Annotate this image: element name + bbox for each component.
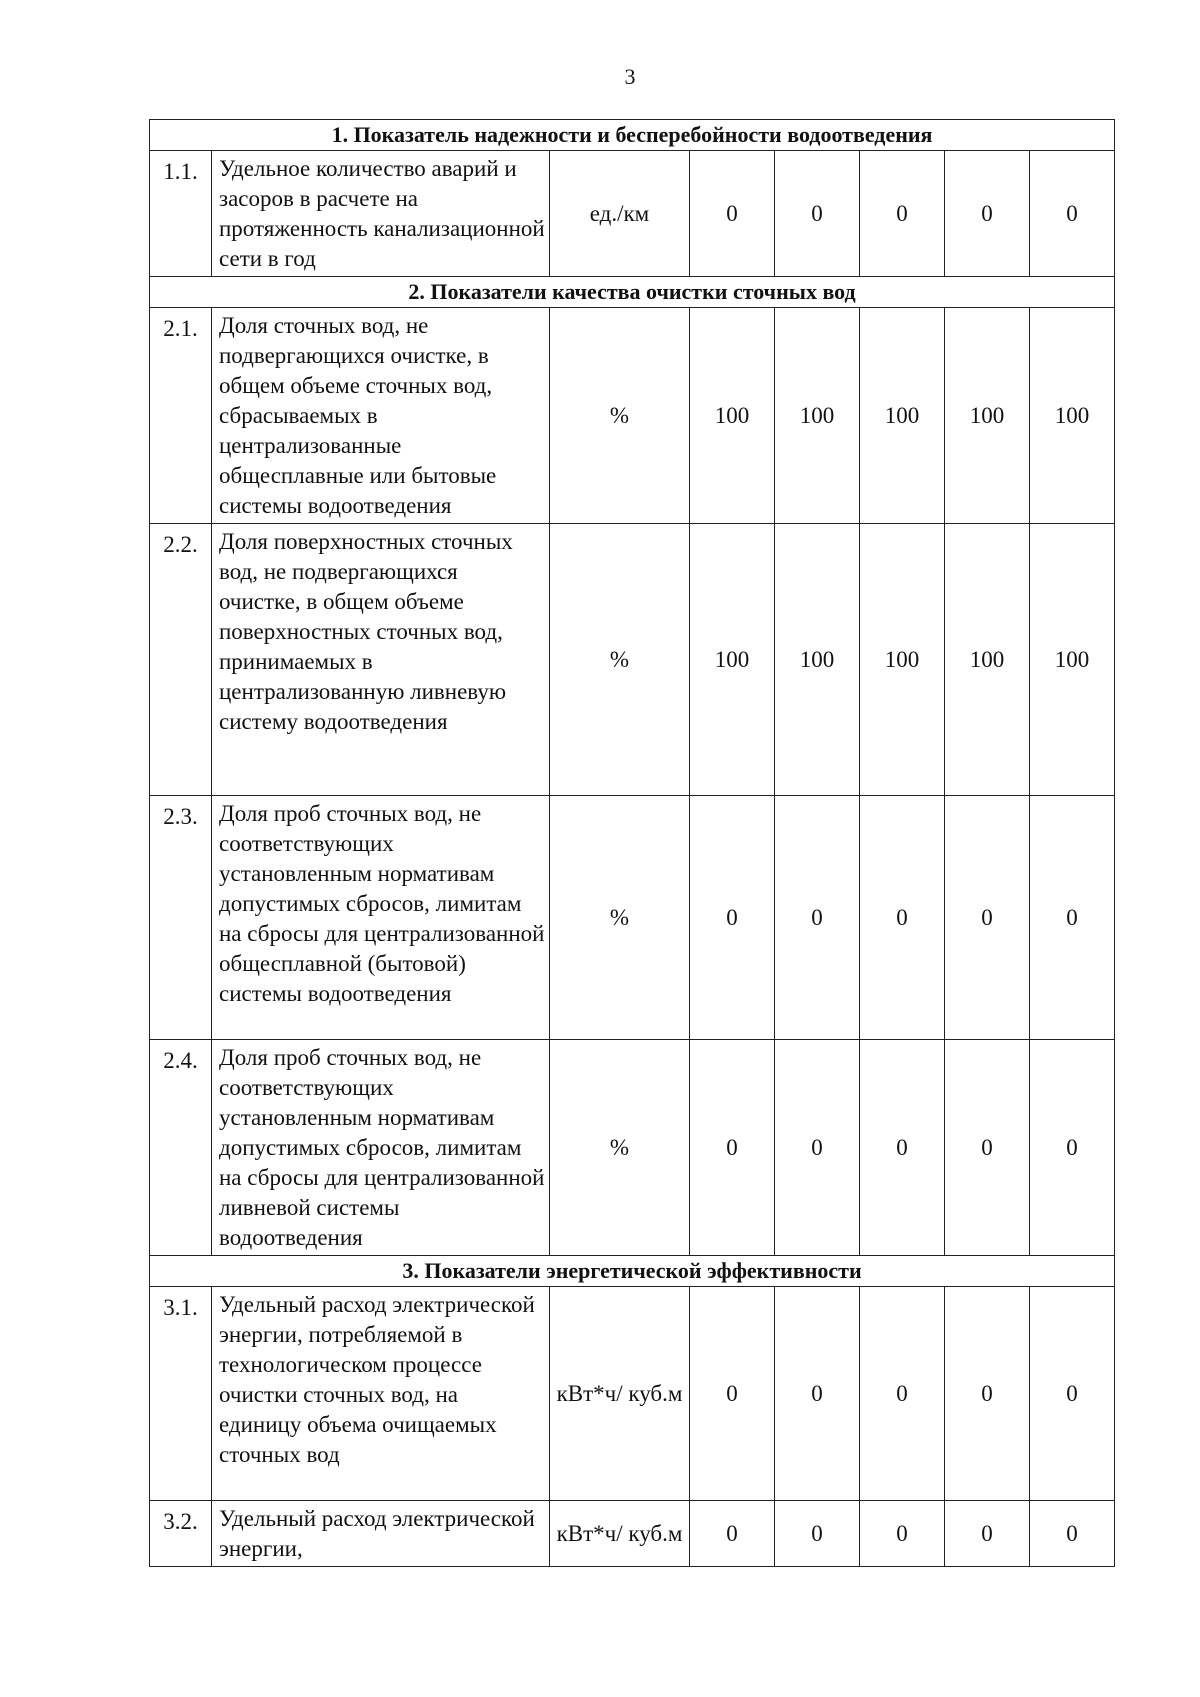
table-row	[150, 524, 1115, 796]
indicator-name: Удельный расход электрической энергии,	[212, 1501, 550, 1567]
value-cell: 0	[1030, 1040, 1115, 1256]
unit-cell: %	[550, 796, 690, 1040]
row-number: 2.2.	[150, 524, 212, 796]
value-cell: 100	[775, 308, 860, 524]
section-header	[150, 1256, 1115, 1287]
value-cell: 0	[690, 151, 775, 277]
section-title: 1. Показатель надежности и бесперебойности водоотведения	[150, 120, 1115, 151]
indicator-name: Доля сточных вод, не подвергающихся очистке, в общем объеме сточных вод, сбрасываемых в централизованные общесплавные или бытовые системы водоотведения	[212, 308, 550, 524]
value-cell: 100	[1030, 524, 1115, 796]
value-cell: 0	[860, 796, 945, 1040]
value-cell: 100	[775, 524, 860, 796]
value-cell: 100	[1030, 308, 1115, 524]
value-cell: 0	[945, 1501, 1030, 1567]
table-row	[150, 151, 1115, 277]
row-number: 3.1.	[150, 1287, 212, 1501]
row-number: 1.1.	[150, 151, 212, 277]
section-header	[150, 277, 1115, 308]
unit-cell: кВт*ч/ куб.м	[550, 1287, 690, 1501]
value-cell: 0	[860, 151, 945, 277]
value-cell: 0	[1030, 796, 1115, 1040]
value-cell: 0	[690, 796, 775, 1040]
value-cell: 0	[945, 151, 1030, 277]
table-row	[150, 308, 1115, 524]
table-row	[150, 1287, 1115, 1501]
value-cell: 0	[775, 796, 860, 1040]
unit-cell: %	[550, 308, 690, 524]
table-row	[150, 1501, 1115, 1567]
section-title: 2. Показатели качества очистки сточных вод	[150, 277, 1115, 308]
value-cell: 0	[860, 1040, 945, 1256]
value-cell: 0	[945, 796, 1030, 1040]
value-cell: 100	[690, 308, 775, 524]
value-cell: 0	[690, 1501, 775, 1567]
row-number: 3.2.	[150, 1501, 212, 1567]
value-cell: 0	[775, 1040, 860, 1256]
value-cell: 0	[945, 1040, 1030, 1256]
value-cell: 0	[775, 151, 860, 277]
row-number: 2.1.	[150, 308, 212, 524]
row-number: 2.3.	[150, 796, 212, 1040]
value-cell: 0	[1030, 151, 1115, 277]
value-cell: 100	[690, 524, 775, 796]
value-cell: 0	[775, 1287, 860, 1501]
indicator-name: Доля проб сточных вод, не соответствующих установленным нормативам допустимых сбросов, лимитам на сбросы для централизованной общесплавной (бытовой) системы водоотведения	[212, 796, 550, 1040]
section-header	[150, 120, 1115, 151]
value-cell: 0	[860, 1287, 945, 1501]
value-cell: 100	[945, 524, 1030, 796]
value-cell: 0	[690, 1040, 775, 1256]
indicator-name: Удельное количество аварий и засоров в расчете на протяженность канализационной сети в год	[212, 151, 550, 277]
unit-cell: ед./км	[550, 151, 690, 277]
value-cell: 100	[860, 524, 945, 796]
table-row	[150, 796, 1115, 1040]
value-cell: 0	[775, 1501, 860, 1567]
indicators-table	[149, 119, 1115, 1567]
table-row	[150, 1040, 1115, 1256]
unit-cell: %	[550, 1040, 690, 1256]
row-number: 2.4.	[150, 1040, 212, 1256]
value-cell: 0	[1030, 1501, 1115, 1567]
value-cell: 0	[1030, 1287, 1115, 1501]
indicator-name: Доля проб сточных вод, не соответствующих установленным нормативам допустимых сбросов, лимитам на сбросы для централизованной ливневой системы водоотведения	[212, 1040, 550, 1256]
indicator-name: Удельный расход электрической энергии, потребляемой в технологическом процессе очистки сточных вод, на единицу объема очищаемых сточных вод	[212, 1287, 550, 1501]
indicator-name: Доля поверхностных сточных вод, не подвергающихся очистке, в общем объеме поверхностных сточных вод, принимаемых в централизованную ливневую систему водоотведения	[212, 524, 550, 796]
page-number: 3	[624, 64, 636, 89]
value-cell: 100	[945, 308, 1030, 524]
value-cell: 0	[860, 1501, 945, 1567]
unit-cell: %	[550, 524, 690, 796]
value-cell: 100	[860, 308, 945, 524]
unit-cell: кВт*ч/ куб.м	[550, 1501, 690, 1567]
value-cell: 0	[690, 1287, 775, 1501]
section-title: 3. Показатели энергетической эффективности	[150, 1256, 1115, 1287]
value-cell: 0	[945, 1287, 1030, 1501]
